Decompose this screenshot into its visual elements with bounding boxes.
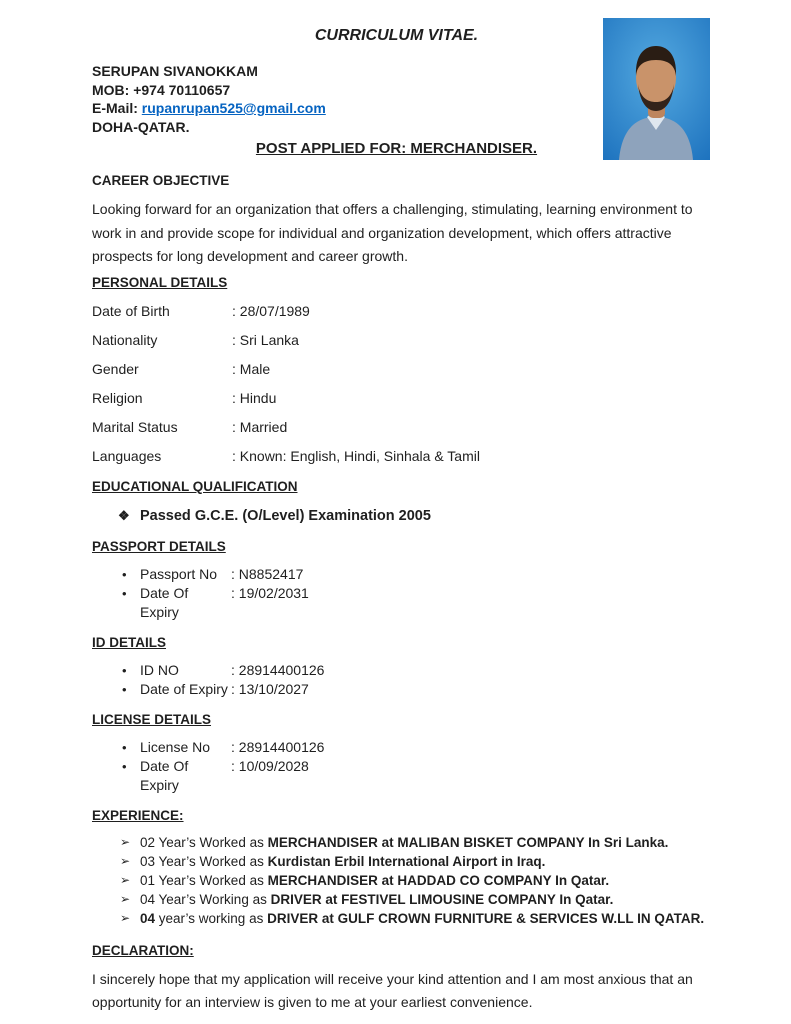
detail-value: : Known: English, Hindi, Sinhala & Tamil — [232, 447, 480, 464]
experience-text-segment: year’s working as — [155, 910, 268, 926]
detail-label: Date Of Expiry — [140, 584, 189, 620]
applicant-photo — [603, 18, 710, 160]
arrow-bullet-icon: ➢ — [120, 834, 131, 849]
education-heading: EDUCATIONAL QUALIFICATION — [92, 478, 298, 494]
license-detail-row — [92, 757, 701, 795]
experience-text-segment: 04 — [140, 910, 156, 926]
detail-label: Date Of Expiry — [140, 757, 189, 793]
arrow-bullet-icon: ➢ — [120, 910, 131, 925]
email-link[interactable]: rupanrupan525@gmail.com — [141, 100, 326, 116]
id-details-heading: ID DETAILS — [92, 634, 166, 650]
email-label: E-Mail: — [92, 100, 142, 116]
experience-text-segment: MERCHANDISER at HADDAD CO COMPANY In Qatar. — [267, 872, 610, 888]
career-objective-heading: CAREER OBJECTIVE — [92, 173, 230, 188]
detail-label: ID NO — [140, 661, 179, 678]
experience-item — [92, 890, 701, 909]
bullet-icon: • — [122, 662, 127, 678]
detail-label: Languages — [92, 447, 162, 464]
applicant-photo-image — [603, 18, 710, 160]
detail-value: : Male — [232, 360, 271, 377]
experience-text-segment: Kurdistan Erbil International Airport in Iraq. — [267, 853, 546, 869]
detail-label: License No — [140, 738, 211, 755]
experience-list — [92, 833, 705, 928]
experience-text-segment: DRIVER at GULF CROWN FURNITURE & SERVICES W.LL IN QATAR. — [267, 910, 705, 926]
detail-label: Religion — [92, 389, 143, 406]
personal-detail-row — [92, 360, 701, 379]
personal-details-heading: PERSONAL DETAILS — [92, 274, 228, 290]
mobile-number: MOB: +974 70110657 — [92, 81, 231, 98]
license-details-heading: LICENSE DETAILS — [92, 711, 212, 727]
detail-label: Gender — [92, 360, 139, 377]
detail-value: : N8852417 — [231, 565, 304, 582]
personal-detail-row — [92, 389, 701, 408]
applicant-name: SERUPAN SIVANOKKAM — [92, 63, 258, 79]
experience-item — [92, 871, 701, 890]
personal-detail-row — [92, 418, 701, 437]
experience-item-text — [140, 890, 701, 909]
experience-text-segment: 02 Year’s Worked as — [140, 834, 268, 850]
bullet-icon: • — [122, 758, 127, 774]
detail-label: Nationality — [92, 331, 158, 348]
passport-detail-row — [92, 584, 701, 622]
personal-details-table — [92, 302, 701, 466]
passport-detail-row — [92, 565, 701, 584]
bullet-icon: • — [122, 585, 127, 601]
detail-label: Passport No — [140, 565, 218, 582]
detail-label: Marital Status — [92, 418, 178, 435]
detail-label: Date of Birth — [92, 302, 170, 319]
page-title: CURRICULUM VITAE. — [314, 27, 479, 44]
license-details-list — [92, 738, 701, 795]
experience-item — [92, 909, 705, 928]
declaration-text: I sincerely hope that my application will receive your kind attention and I am most anxious that an opportunity for an interview is given to me at your earliest convenience. — [92, 970, 693, 1010]
personal-detail-row — [92, 447, 701, 466]
experience-heading: EXPERIENCE: — [92, 807, 184, 823]
detail-value: : 13/10/2027 — [231, 680, 309, 697]
experience-text-segment: DRIVER at FESTIVEL LIMOUSINE COMPANY In Qatar. — [270, 891, 614, 907]
bullet-icon: • — [122, 681, 127, 697]
id-detail-row — [92, 661, 701, 680]
education-item — [92, 506, 701, 526]
experience-item-text — [140, 833, 701, 852]
career-objective-text: Looking forward for an organization that offers a challenging, stimulating, learning environment to work in and provide scope for individual and organization development, which offers attractive prospects for long development and career growth. — [92, 201, 693, 264]
experience-item-text — [140, 871, 701, 890]
bullet-icon: • — [122, 566, 127, 582]
detail-label: Date of Expiry — [140, 680, 228, 697]
experience-item — [92, 833, 701, 852]
education-list — [92, 506, 701, 526]
id-detail-row — [92, 680, 701, 699]
experience-text-segment: 01 Year’s Worked as — [140, 872, 268, 888]
detail-value: : Hindu — [232, 389, 277, 406]
experience-item — [92, 852, 701, 871]
arrow-bullet-icon: ➢ — [120, 891, 131, 906]
detail-value: : 28/07/1989 — [232, 302, 310, 319]
experience-text-segment: MERCHANDISER at MALIBAN BISKET COMPANY In Sri Lanka. — [267, 834, 669, 850]
arrow-bullet-icon: ➢ — [120, 853, 131, 868]
detail-value: : 10/09/2028 — [231, 757, 309, 774]
detail-value: : 28914400126 — [231, 661, 325, 678]
arrow-bullet-icon: ➢ — [120, 872, 131, 887]
location: DOHA-QATAR. — [92, 118, 190, 135]
personal-detail-row — [92, 331, 701, 350]
detail-value: : Sri Lanka — [232, 331, 299, 348]
passport-details-heading: PASSPORT DETAILS — [92, 538, 226, 554]
experience-text-segment: 03 Year’s Worked as — [140, 853, 268, 869]
license-detail-row — [92, 738, 701, 757]
experience-text-segment: 04 Year’s Working as — [140, 891, 271, 907]
detail-value: : 19/02/2031 — [231, 584, 309, 601]
experience-item-text — [140, 852, 701, 871]
experience-item-text — [140, 909, 704, 928]
bullet-icon: • — [122, 739, 127, 755]
declaration-heading: DECLARATION: — [92, 942, 194, 958]
id-details-list — [92, 661, 701, 699]
detail-value: : 28914400126 — [231, 738, 325, 755]
passport-details-list — [92, 565, 701, 622]
post-applied-title: POST APPLIED FOR: MERCHANDISER. — [255, 140, 538, 157]
detail-value: : Married — [232, 418, 288, 435]
personal-detail-row — [92, 302, 701, 321]
diamond-bullet-icon: ❖ — [118, 507, 130, 523]
education-item-text: Passed G.C.E. (O/Level) Examination 2005 — [140, 507, 431, 524]
